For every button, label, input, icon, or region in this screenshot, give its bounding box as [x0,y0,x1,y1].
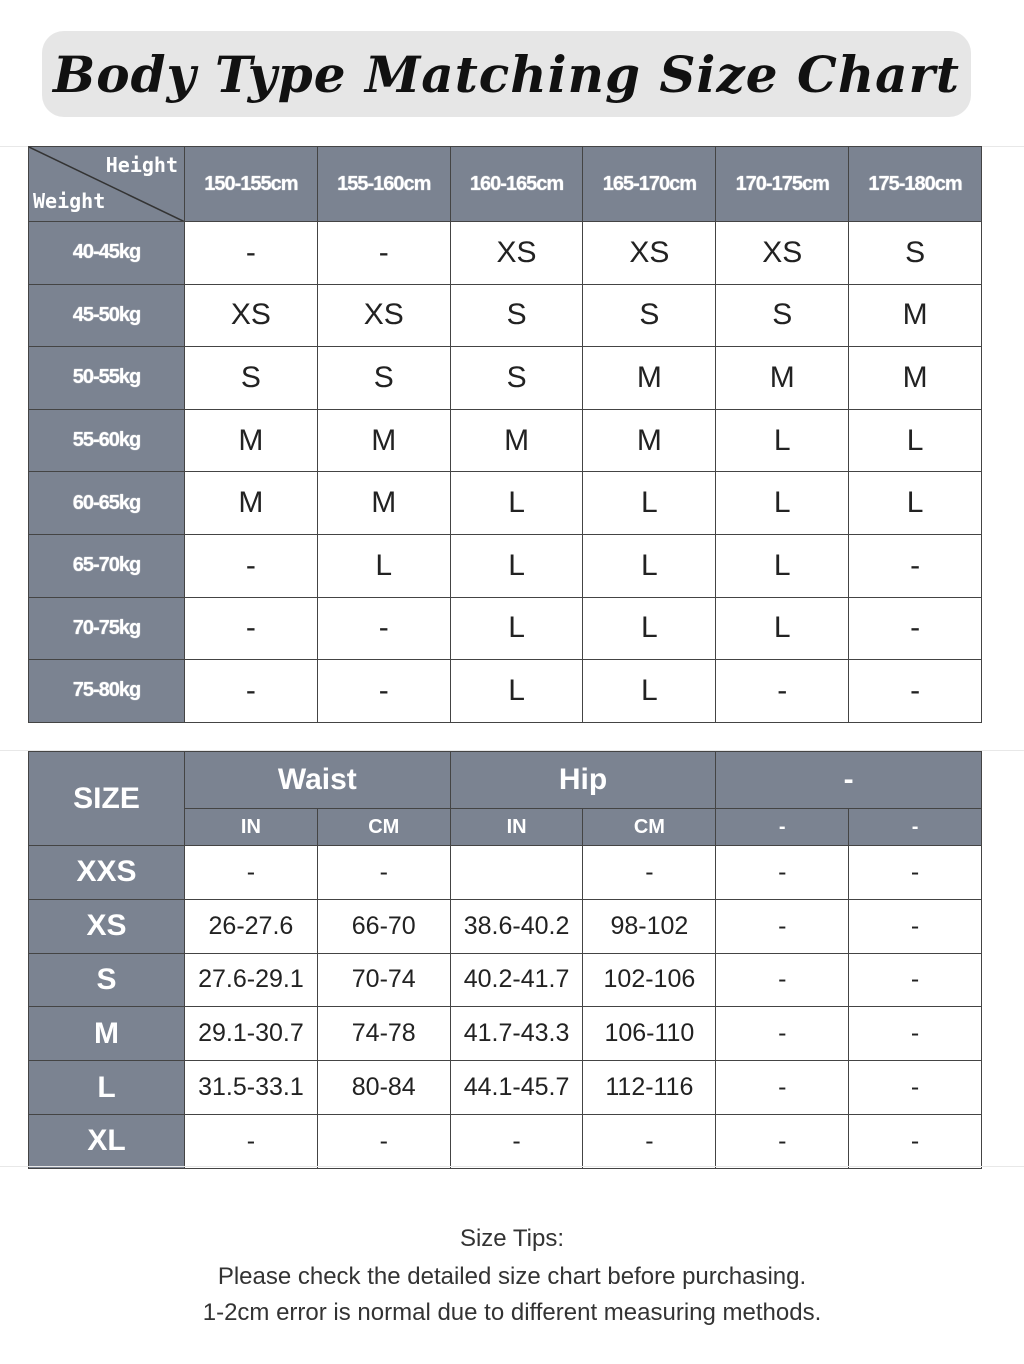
size-cell: L [450,597,583,660]
measurement-cell: - [583,846,716,900]
size-cell: - [849,534,982,597]
measurement-cell: 74-78 [317,1007,450,1061]
measurement-cell: 112-116 [583,1061,716,1115]
size-cell: - [185,222,318,285]
size-cell: - [716,660,849,723]
size-cell: L [716,534,849,597]
size-cell: M [849,347,982,410]
measurement-table [28,751,982,1169]
size-cell: XS [185,284,318,347]
corner-height-label: Height [105,153,178,177]
measurement-cell: 41.7-43.3 [450,1007,583,1061]
size-cell: L [317,534,450,597]
measurement-cell [450,846,583,900]
weight-header: 55-60kg [29,409,185,472]
size-row [29,1007,982,1061]
height-header: 175-180cm [849,147,982,222]
unit-header: CM [317,809,450,846]
size-cell: - [185,660,318,723]
tips-heading: Size Tips: [459,1225,565,1252]
size-cell: L [849,409,982,472]
measurement-cell: 27.6-29.1 [185,953,318,1007]
size-cell: L [849,472,982,535]
measurement-cell: - [450,1114,583,1168]
measurement-cell: 106-110 [583,1007,716,1061]
height-header: 155-160cm [317,147,450,222]
unit-header: CM [583,809,716,846]
weight-header: 70-75kg [29,597,185,660]
height-header: 170-175cm [716,147,849,222]
size-cell: M [583,409,716,472]
size-cell: M [317,472,450,535]
size-row [29,899,982,953]
tips-line: Please check the detailed size chart before purchasing. [217,1263,807,1290]
measurement-cell: - [716,1114,849,1168]
size-row [29,953,982,1007]
size-cell: L [583,597,716,660]
size-cell: S [185,347,318,410]
tips-line: 1-2cm error is normal due to different measuring methods. [202,1299,822,1326]
size-cell: M [583,347,716,410]
size-cell: XS [317,284,450,347]
measurement-cell: 70-74 [317,953,450,1007]
size-cell: XS [450,222,583,285]
size-cell: S [450,347,583,410]
height-header: 150-155cm [185,147,318,222]
size-cell: - [849,597,982,660]
measurement-cell: - [317,1114,450,1168]
weight-header: 60-65kg [29,472,185,535]
measurement-cell: 98-102 [583,899,716,953]
weight-row [29,534,982,597]
corner-weight-label: Weight [33,189,106,213]
measurement-cell: - [716,1007,849,1061]
size-cell: L [583,472,716,535]
size-cell: M [185,409,318,472]
height-header-row [29,147,982,222]
size-cell: - [317,660,450,723]
size-row [29,846,982,900]
blank-group-header: - [716,752,982,809]
height-header: 160-165cm [450,147,583,222]
measurement-cell: 31.5-33.1 [185,1061,318,1115]
measurement-cell: - [849,953,982,1007]
size-cell: L [583,534,716,597]
measurement-cell: 38.6-40.2 [450,899,583,953]
size-cell: L [450,660,583,723]
weight-header: 50-55kg [29,347,185,410]
size-label: S [29,953,185,1007]
unit-header: - [849,809,982,846]
size-cell: M [450,409,583,472]
measurement-cell: - [317,846,450,900]
title-banner [42,31,971,117]
size-label: XL [29,1114,185,1168]
size-label: XS [29,899,185,953]
page-title: Body Type Matching Size Chart [52,44,961,104]
weight-header: 40-45kg [29,222,185,285]
divider [0,1166,1024,1167]
size-cell: S [317,347,450,410]
measurement-cell: - [849,1114,982,1168]
size-cell: L [450,534,583,597]
size-cell: L [716,472,849,535]
size-cell: - [185,534,318,597]
size-label: L [29,1061,185,1115]
size-cell: S [716,284,849,347]
weight-row [29,597,982,660]
size-cell: L [716,597,849,660]
weight-header: 45-50kg [29,284,185,347]
height-header: 165-170cm [583,147,716,222]
size-label: M [29,1007,185,1061]
measurement-cell: 40.2-41.7 [450,953,583,1007]
unit-header: IN [450,809,583,846]
size-cell: S [583,284,716,347]
measurement-cell: - [849,1007,982,1061]
measurement-cell: 29.1-30.7 [185,1007,318,1061]
unit-header: - [716,809,849,846]
measurement-cell: 44.1-45.7 [450,1061,583,1115]
size-cell: - [317,597,450,660]
corner-cell [29,147,185,222]
measurement-cell: 66-70 [317,899,450,953]
hip-header: Hip [450,752,716,809]
measurement-cell: - [583,1114,716,1168]
size-cell: S [849,222,982,285]
size-cell: S [450,284,583,347]
measurement-cell: - [185,1114,318,1168]
weight-row [29,347,982,410]
size-cell: XS [716,222,849,285]
unit-header: IN [185,809,318,846]
size-cell: - [317,222,450,285]
measurement-cell: 80-84 [317,1061,450,1115]
measurement-cell: - [849,899,982,953]
measurement-cell: 26-27.6 [185,899,318,953]
measurement-cell: - [849,1061,982,1115]
measurement-cell: - [716,1061,849,1115]
size-cell: XS [583,222,716,285]
measurement-cell: - [716,899,849,953]
measurement-cell: - [716,846,849,900]
weight-row [29,284,982,347]
waist-header: Waist [185,752,451,809]
weight-row [29,660,982,723]
measurement-cell: - [849,846,982,900]
measurement-cell: - [185,846,318,900]
body-type-table [28,146,982,723]
size-label: XXS [29,846,185,900]
size-row [29,1061,982,1115]
size-cell: L [716,409,849,472]
size-row [29,1114,982,1168]
size-cell: L [450,472,583,535]
measurement-cell: 102-106 [583,953,716,1007]
measurement-cell: - [716,953,849,1007]
weight-row [29,409,982,472]
size-cell: M [185,472,318,535]
size-cell: - [185,597,318,660]
weight-row [29,472,982,535]
size-cell: M [849,284,982,347]
weight-header: 65-70kg [29,534,185,597]
group-header-row [29,752,982,809]
size-cell: - [849,660,982,723]
weight-header: 75-80kg [29,660,185,723]
weight-row [29,222,982,285]
size-cell: M [317,409,450,472]
size-header: SIZE [29,752,185,846]
size-cell: L [583,660,716,723]
size-cell: M [716,347,849,410]
